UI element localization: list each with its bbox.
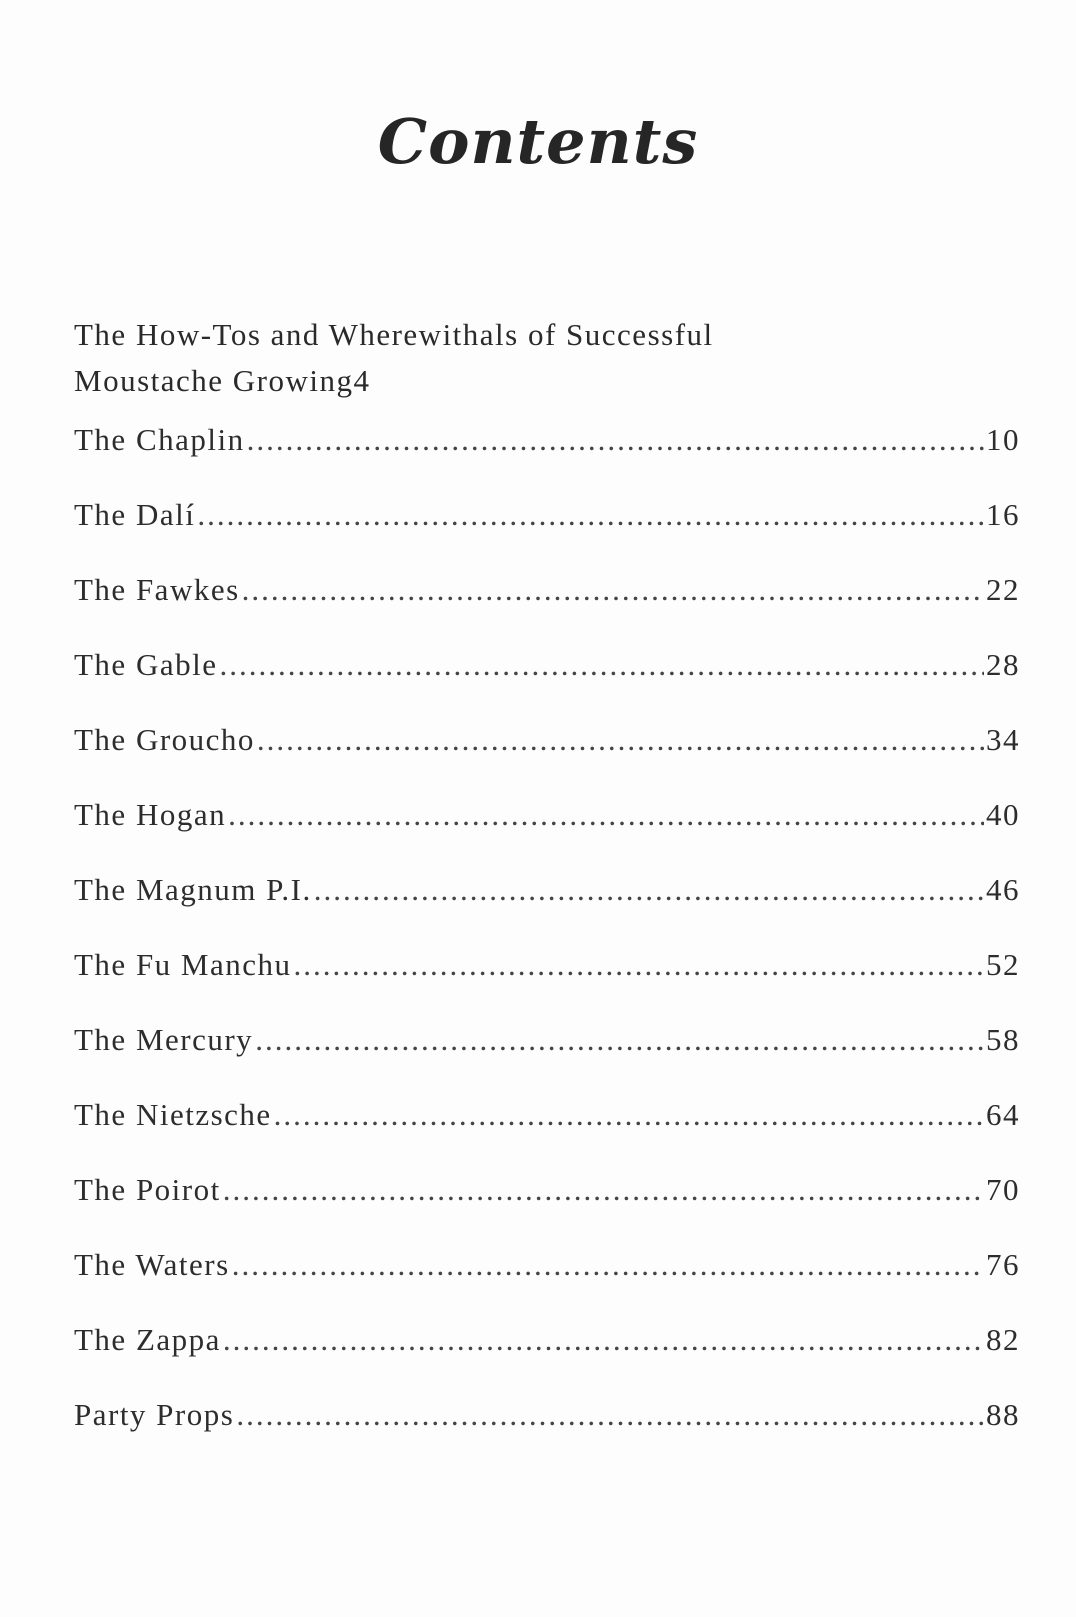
dot-leader	[219, 647, 984, 683]
toc-entry-label: The Mercury	[74, 1022, 254, 1057]
toc-page-number: 40	[986, 797, 1020, 832]
toc-entry-label: The Nietzsche	[74, 1097, 272, 1132]
toc-entry[interactable]	[74, 1322, 1020, 1397]
toc-entry-label: The Fu Manchu	[74, 947, 292, 982]
toc-page-number: 28	[986, 647, 1020, 682]
dot-leader	[294, 947, 984, 983]
table-of-contents	[74, 312, 1020, 1472]
dot-leader	[314, 872, 984, 908]
toc-page-number: 34	[986, 722, 1020, 757]
toc-page-number: 46	[986, 872, 1020, 907]
toc-entry[interactable]	[74, 797, 1020, 872]
toc-entry-label: The Waters	[74, 1247, 230, 1282]
toc-page-number: 22	[986, 572, 1020, 607]
toc-entry[interactable]	[74, 497, 1020, 572]
dot-leader	[247, 422, 984, 458]
toc-entry[interactable]	[74, 1097, 1020, 1172]
toc-entry-label: The Dalí	[74, 497, 196, 532]
toc-entry[interactable]	[74, 1022, 1020, 1097]
toc-entry[interactable]	[74, 1397, 1020, 1472]
toc-page-number: 58	[986, 1022, 1020, 1057]
toc-entry[interactable]	[74, 312, 1020, 422]
toc-entry-label-line2: Moustache Growing	[74, 363, 354, 398]
page-title: Contents	[377, 105, 699, 178]
toc-entry-label: The Groucho	[74, 722, 255, 757]
toc-entry[interactable]	[74, 722, 1020, 797]
toc-entry[interactable]	[74, 947, 1020, 1022]
dot-leader	[232, 1247, 984, 1283]
toc-entry-label: The Fawkes	[74, 572, 240, 607]
dot-leader	[228, 797, 984, 833]
toc-page-number: 16	[986, 497, 1020, 532]
dot-leader	[223, 1322, 984, 1358]
toc-page-number: 70	[986, 1172, 1020, 1207]
dot-leader	[255, 1022, 984, 1058]
toc-entry-label: The Zappa	[74, 1322, 221, 1357]
dot-leader	[274, 1097, 984, 1133]
toc-page-number: 52	[986, 947, 1020, 982]
toc-page-number: 10	[986, 422, 1020, 457]
toc-page-number: 4	[353, 363, 371, 398]
toc-page-number: 82	[986, 1322, 1020, 1357]
dot-leader	[257, 722, 984, 758]
toc-entry[interactable]	[74, 422, 1020, 497]
toc-entry-label: Party Props	[74, 1397, 235, 1432]
toc-entry-list	[74, 422, 1020, 1472]
toc-entry[interactable]	[74, 1172, 1020, 1247]
toc-entry-label: The Hogan	[74, 797, 227, 832]
toc-entry[interactable]	[74, 872, 1020, 947]
toc-page-number: 76	[986, 1247, 1020, 1282]
toc-page-number: 64	[986, 1097, 1020, 1132]
toc-entry-label: The Poirot	[74, 1172, 221, 1207]
dot-leader	[236, 1397, 984, 1433]
dot-leader	[197, 497, 984, 533]
toc-entry[interactable]	[74, 647, 1020, 722]
toc-entry[interactable]	[74, 1247, 1020, 1322]
toc-entry-label: The Gable	[74, 647, 218, 682]
dot-leader	[242, 572, 984, 608]
toc-entry-label-line1: The How-Tos and Wherewithals of Successful	[74, 317, 714, 352]
toc-entry[interactable]	[74, 572, 1020, 647]
toc-entry-label: The Magnum P.I.	[74, 872, 312, 907]
dot-leader	[223, 1172, 984, 1208]
toc-entry-label: The Chaplin	[74, 422, 245, 457]
toc-page-number: 88	[986, 1397, 1020, 1432]
